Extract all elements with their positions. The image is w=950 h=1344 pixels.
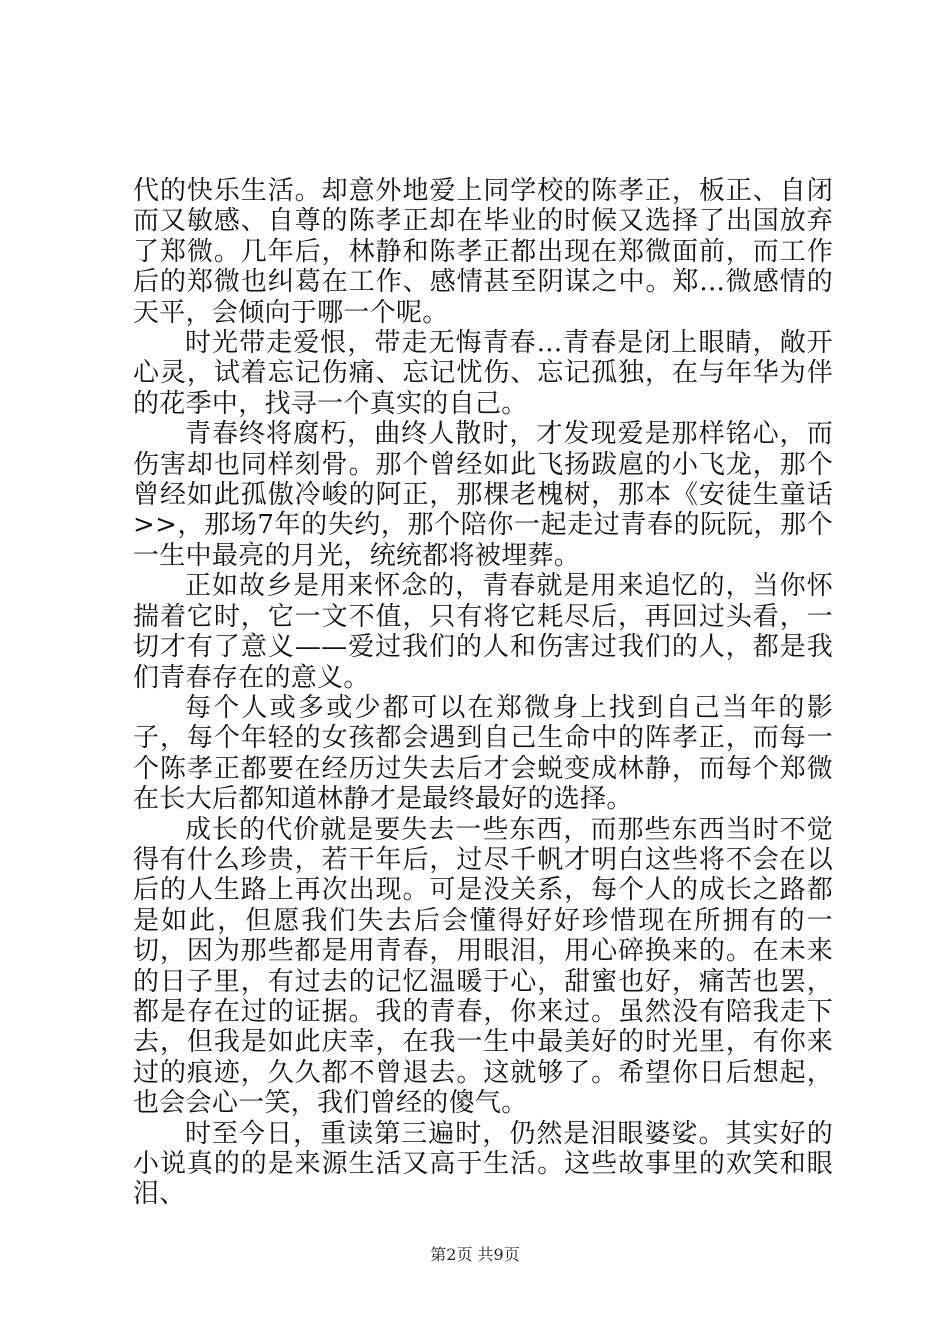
page-number-footer: 第2页 共9页 <box>430 1245 520 1264</box>
body-text <box>133 176 833 1210</box>
paragraph: 时至今日，重读第三遍时，仍然是泪眼婆娑。其实好的小说真的的是来源生活又高于生活。这些故事里的欢笑和眼泪、 <box>133 1118 833 1210</box>
paragraph: 青春终将腐朽，曲终人散时，才发现爱是那样铭心，而伤害却也同样刻骨。那个曾经如此飞扬跋扈的小飞龙，那个曾经如此孤傲冷峻的阿正，那棵老槐树，那本《安徒生童话>>，那场7年的失约，那个陪你一起走过青春的阮阮，那个一生中最亮的月光，统统都将被埋葬。 <box>133 419 833 571</box>
paragraph: 时光带走爱恨，带走无悔青春...青春是闭上眼睛，敞开心灵，试着忘记伤痛、忘记忧伤、忘记孤独，在与年华为伴的花季中，找寻一个真实的自己。 <box>133 328 833 419</box>
paragraph: 代的快乐生活。却意外地爱上同学校的陈孝正，板正、自闭而又敏感、自尊的陈孝正却在毕业的时候又选择了出国放弃了郑微。几年后，林静和陈孝正都出现在郑微面前，而工作后的郑微也纠葛在工作、感情甚至阴谋之中。郑...微感情的天平，会倾向于哪一个呢。 <box>133 176 833 328</box>
paragraph: 正如故乡是用来怀念的，青春就是用来追忆的，当你怀揣着它时，它一文不值，只有将它耗尽后，再回过头看，一切才有了意义——爱过我们的人和伤害过我们的人，都是我们青春存在的意义。 <box>133 571 833 693</box>
paragraph: 成长的代价就是要失去一些东西，而那些东西当时不觉得有什么珍贵，若干年后，过尽千帆才明白这些将不会在以后的人生路上再次出现。可是没关系，每个人的成长之路都是如此，但愿我们失去后会懂得好好珍惜现在所拥有的一切，因为那些都是用青春，用眼泪，用心碎换来的。在未来的日子里，有过去的记忆温暖于心，甜蜜也好，痛苦也罢，都是存在过的证据。我的青春，你来过。虽然没有陪我走下去，但我是如此庆幸，在我一生中最美好的时光里，有你来过的痕迹，久久都不曾退去。这就够了。希望你日后想起，也会会心一笑，我们曾经的傻气。 <box>133 814 833 1119</box>
paragraph: 每个人或多或少都可以在郑微身上找到自己当年的影子，每个年轻的女孩都会遇到自己生命中的阵孝正，而每一个陈孝正都要在经历过失去后才会蜕变成林静，而每个郑微在长大后都知道林静才是最终最好的选择。 <box>133 692 833 815</box>
